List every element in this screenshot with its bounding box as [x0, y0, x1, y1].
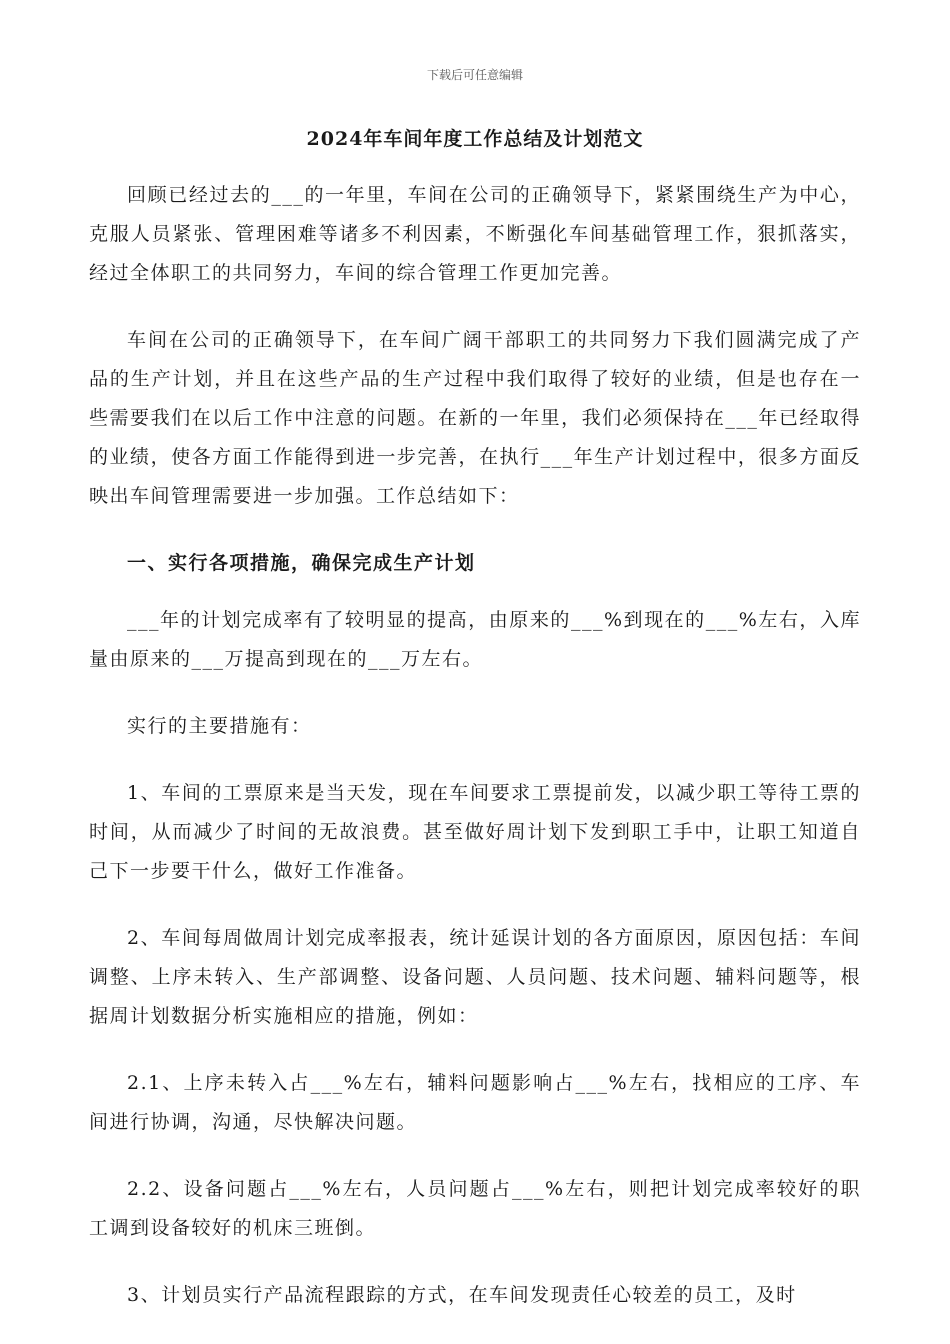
paragraph-measure-1: 1、车间的工票原来是当天发，现在车间要求工票提前发，以减少职工等待工票的时间，从而减少了时间的无故浪费。甚至做好周计划下发到职工手中，让职工知道自己下一步要干什么，做好工作准备。 [89, 782, 861, 882]
paragraph-measure-3: 3、计划员实行产品流程跟踪的方式，在车间发现责任心较差的员工，及时 [127, 1284, 797, 1306]
paragraph-measure-2-1: 2.1、上序未转入占___%左右，辅料问题影响占___%左右，找相应的工序、车间进行协调，沟通，尽快解决问题。 [89, 1072, 861, 1133]
paragraph-measures-intro: 实行的主要措施有： [127, 715, 312, 737]
paragraph-measure-2-2: 2.2、设备问题占___%左右，人员问题占___%左右，则把计划完成率较好的职工调到设备较好的机床三班倒。 [89, 1178, 861, 1239]
paragraph-measure-2: 2、车间每周做周计划完成率报表，统计延误计划的各方面原因，原因包括：车间调整、上序未转入、生产部调整、设备问题、人员问题、技术问题、辅料问题等，根据周计划数据分析实施相应的措施，例如： [89, 927, 861, 1027]
paragraph-overview: 车间在公司的正确领导下，在车间广阔干部职工的共同努力下我们圆满完成了产品的生产计划，并且在这些产品的生产过程中我们取得了较好的业绩，但是也存在一些需要我们在以后工作中注意的问题。在新的一年里，我们必须保持在___年已经取得的业绩，使各方面工作能得到进一步完善，在执行___年生产计划过程中，很多方面反映出车间管理需要进一步加强。工作总结如下： [89, 329, 861, 507]
paragraph-completion-rate: ___年的计划完成率有了较明显的提高，由原来的___%到现在的___%左右，入库量由原来的___万提高到现在的___万左右。 [89, 609, 861, 670]
section-heading-1: 一、实行各项措施，确保完成生产计划 [127, 552, 476, 574]
header-note: 下载后可任意编辑 [426, 68, 523, 82]
document-body [89, 176, 861, 1343]
paragraph-intro: 回顾已经过去的___的一年里，车间在公司的正确领导下，紧紧围绕生产为中心，克服人员紧张、管理困难等诸多不利因素，不断强化车间基础管理工作，狠抓落实，经过全体职工的共同努力，车间的综合管理工作更加完善。 [89, 184, 861, 284]
document-title: 2024年车间年度工作总结及计划范文 [306, 128, 644, 150]
